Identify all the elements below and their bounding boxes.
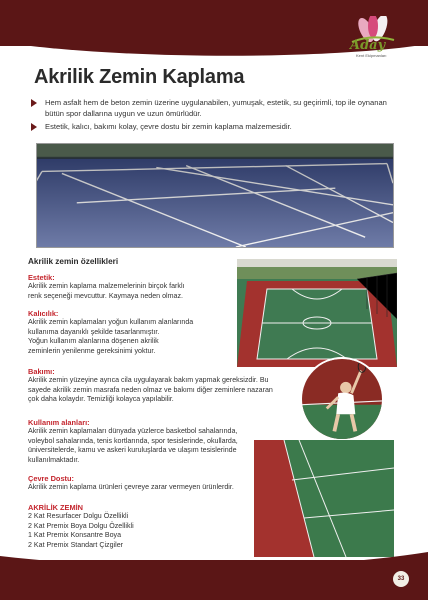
feature-heading: Çevre Dostu:	[28, 474, 74, 483]
feature-line: Akrilik zemin yüzeyine ayrıca cila uygulayarak bakım yapmak gereksizdir. Bu	[28, 376, 269, 385]
feature-heading: Estetik:	[28, 273, 55, 282]
product-list	[28, 503, 228, 550]
feature-line: Akrilik zemin kaplamaları yoğun kullanım alanlarında	[28, 318, 194, 327]
intro-bullet	[31, 121, 403, 132]
intro-bullet	[31, 97, 403, 119]
basketball-court-photo	[237, 259, 397, 367]
features-section-title: Akrilik zemin özellikleri	[28, 257, 119, 266]
feature-estetik	[28, 273, 228, 301]
feature-line: kullanıma dayanıklı şekilde tasarlanmıştır.	[28, 327, 160, 336]
page-title: Akrilik Zemin Kaplama	[34, 66, 245, 88]
logo-subtitle: Kent Ekipmanları	[356, 53, 387, 58]
product-item: 1 Kat Premix Konsantre Boya	[28, 531, 122, 540]
feature-line: kullanılmaktadır.	[28, 455, 80, 464]
feature-kullanim-alanlari	[28, 418, 278, 465]
intro-bullet-list	[31, 97, 403, 134]
red-tennis-court-photo	[254, 440, 394, 557]
page-number: 33	[393, 571, 409, 587]
feature-line: Akrilik zemin kaplamaları dünyada yüzlerce basketbol sahalarında,	[28, 427, 238, 436]
feature-bakimi	[28, 367, 290, 405]
feature-line: renk seçeneği mevcuttur. Kaymaya neden olmaz.	[28, 291, 183, 300]
feature-line: Akrilik zemin kaplama ürünleri çevreye zarar vermeyen ürünlerdir.	[28, 483, 234, 492]
product-item: 2 Kat Premix Boya Dolgu Özellikli	[28, 521, 134, 530]
product-list-heading: AKRİLİK ZEMİN	[28, 503, 84, 512]
product-item: 2 Kat Resurfacer Dolgu Özellikli	[28, 512, 129, 521]
feature-kalicilik	[28, 309, 228, 356]
feature-line: üniversitelerde, kamu ve askeri kuruluşlarda ve ulaşım tesislerinde	[28, 446, 237, 455]
product-item: 2 Kat Premix Standart Çizgiler	[28, 540, 124, 549]
feature-heading: Bakımı:	[28, 367, 55, 376]
tennis-player-photo	[300, 357, 384, 441]
feature-line: Yoğun kullanım alanlarına döşenen akrilik	[28, 337, 159, 346]
feature-line: zeminlerin yenilenme gereksinimi yoktur.	[28, 346, 156, 355]
feature-line: çok daha kolaydır. Temizliği kolayca yapılabilir.	[28, 395, 174, 404]
feature-heading: Kullanım alanları:	[28, 418, 90, 427]
feature-line: Akrilik zemin kaplama malzemelerinin birçok farklı	[28, 282, 185, 291]
feature-cevre-dostu	[28, 474, 268, 493]
bullet-arrow-icon	[31, 99, 37, 107]
feature-heading: Kalıcılık:	[28, 309, 59, 318]
intro-bullet-text: Estetik, kalıcı, bakımı kolay, çevre dostu bir zemin kaplama malzemesidir.	[45, 122, 292, 131]
bullet-arrow-icon	[31, 123, 37, 131]
feature-line: sayede akrilik zemin masrafa neden olmaz ve bakımı diğer zeminlere nazaran	[28, 385, 273, 394]
intro-bullet-text: Hem asfalt hem de beton zemin üzerine uygulanabilen, yumuşak, estetik, su geçirimli, top ile oynanan bütün spor dallarına uygun ve uzun ömürlüdür.	[45, 98, 387, 118]
feature-line: voleybol sahalarında, tenis kortlarında, spor tesislerinde, okullarda,	[28, 436, 238, 445]
footer-band	[0, 560, 428, 600]
logo-wordmark: Aday	[350, 38, 386, 53]
tennis-court-photo	[36, 143, 394, 248]
